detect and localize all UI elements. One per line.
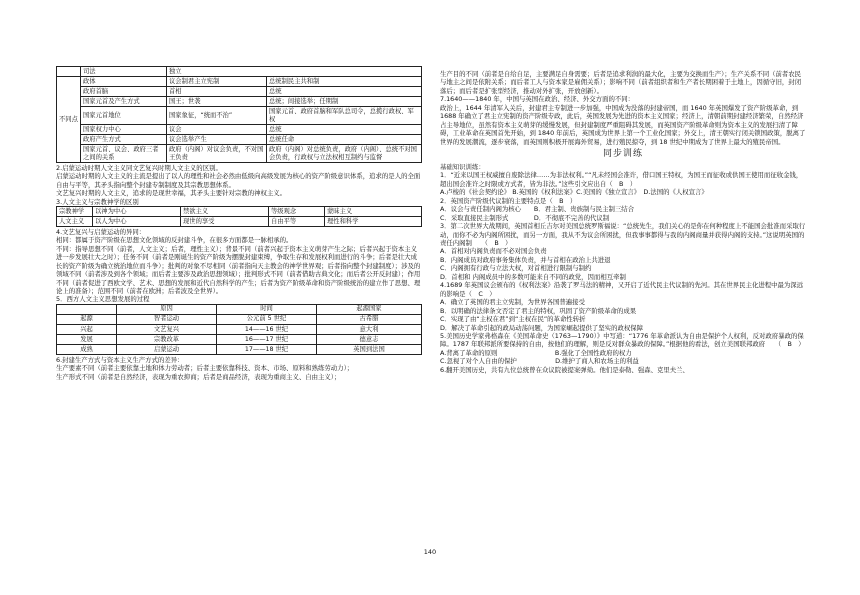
process-cell: 智者运动	[117, 314, 217, 324]
question-3-option-c: C．内阁拥有行政与立法大权，对首相进行限制与制约	[440, 264, 592, 273]
q4-diff: 不同：指导思想不同（前者，人文主义；后者，理性主义）；背景不同（前者兴起于资本主义萌芽产生之际；后者兴起于资本主义进一步发展壮大之时）；任务不同（前者是刚诞生的资产阶级为摆脱封建束缚，争取生存和发展权利而进行的斗争；后者是壮大成长的资产阶级为确立统治地位而斗争）；批判的对象不尽相同（前者指向天主教会的神学世界观；后者指向整个封建制度）；涉及的领域不同（前者涉及到各个领域；而后者主要涉及政治思想领域）；批判形式不同（前者借助古典文化；而后者公开反封建）；作用不同（前者促进了西欧文学、艺术、思想的发展和近代自然科学的产生；后者为资产阶级革命和资产阶级统治的建立作了思想、理论上的准备）；范围不同（前者在欧洲；后者波及全世界）。	[56, 244, 421, 295]
humanism-row	[57, 207, 422, 217]
compare-us-cell: 国家元首、政府首脑和军队总司令，总揽行政权、军权	[267, 107, 422, 125]
process-row	[57, 335, 422, 345]
question-1: 1．“近来以国王权威擅自废除法律……为非法权利。”“凡未经国会准许，借口国王特权，为国王而征收或供国王使用而征收金钱，超出国会准许之时限或方式者，皆为非法。”这些引文应出自（ B ）	[440, 171, 803, 188]
compare-uk-cell: 议会制君主立宪制	[167, 77, 267, 87]
process-cell: 17——18 世纪	[217, 345, 317, 355]
question-4-option-a: A．确立了英国的君主立宪制，为世界各国普遍接受	[440, 298, 585, 307]
process-cell: 启蒙运动	[117, 345, 217, 355]
compare-item-cell: 司法	[81, 67, 167, 77]
compare-uk-cell: 国家象征，“统而不治”	[167, 107, 267, 125]
compare-table	[56, 66, 422, 163]
humanism-cell: 理性和科学	[325, 217, 422, 227]
humanism-cell: 宗教神学	[57, 207, 93, 217]
compare-item-cell: 国家元首、议会、政府三者之间的关系	[81, 145, 167, 163]
question-5: 5.美国历史学家弗格森在《美国革命史（1763—1790）》中写道：“1776 年革命派认为自由是保护个人权利，反对政府暴政的保障。1787 年联邦派所要保持的自由，按他们的理解，则是反对群众暴政的保障。”根据他的看法，创立美国联邦政府 （ B ）	[440, 332, 805, 349]
compare-row	[57, 125, 422, 135]
compare-item-cell: 政府产生方式	[81, 135, 167, 145]
compare-uk-cell: 议会	[167, 125, 267, 135]
compare-row	[57, 87, 422, 97]
process-cell: 起源	[57, 314, 117, 324]
process-cell: 16——17 世纪	[217, 335, 317, 345]
question-4-option-b: B．以明确的法律条文否定了君主的特权，巩固了资产阶级革命的成果	[440, 306, 637, 315]
question-3-option-b: B．内阁成员对政府事务集体负责，并与首相在政治上共进退	[440, 255, 611, 264]
process-cell: 公元前 5 世纪	[217, 314, 317, 324]
q7-body: 政治上，1644 年清军入关后，封建君主专制进一步加强，中国成为没落的封建帝国，而 1640 年英国爆发了资产阶级革命，到 1688 年确立了君主立宪制的资产阶级专政，此后，英国发展为先进的资本主义国家；经济上，清朝前期封建经济繁荣，自然经济占主导地位，虽然有资本主义萌芽的缓慢发展，但封建制度严重阻碍其发展，而英国资产阶级革命则为资本主义的发展扫清了障碍，工业革命在英国首先开始，到 1840 年前后，英国成为世界上第一个工业化国家；外交上，清王朝实行闭关锁国政策，脱离了世界的发展潮流，逐步衰落，而英国则积极开展海外贸易，进行殖民掠夺，到 18 世纪中期成为了世界上最大的殖民帝国。	[440, 103, 806, 146]
q2-title: 2.启蒙运动时期人文主义同文艺复兴时期人文主义的区别。	[56, 163, 222, 172]
compare-item-cell: 国家元首及产生方式	[81, 97, 167, 107]
compare-row	[57, 67, 422, 77]
compare-uk-cell: 首相	[167, 87, 267, 97]
section-title: 同步训练	[602, 149, 643, 160]
process-header-cell	[57, 304, 117, 314]
process-cell: 宗教改革	[117, 335, 217, 345]
humanism-row	[57, 217, 422, 227]
q5-title: 5．西方人文主义思想发展的过程	[56, 295, 150, 304]
process-cell: 英国到法国	[317, 345, 422, 355]
compare-row	[57, 135, 422, 145]
right-column	[440, 70, 806, 374]
compare-uk-cell: 政府（内阁）对议会负责，不对国王负责	[167, 145, 267, 163]
process-cell: 古希腊	[317, 314, 422, 324]
left-column	[56, 66, 422, 381]
q3-title: 3.人文主义与宗教神学的区别	[56, 197, 139, 206]
compare-item-cell: 国家权力中心	[81, 125, 167, 135]
q2-para-2: 文艺复兴时期的人文主义，追求的是现世幸福，其矛头主要针对宗教的神权主义。	[56, 189, 287, 198]
process-cell: 意大利	[317, 325, 422, 335]
humanism-cell: 禁欲主义	[181, 207, 269, 217]
question-4-option-d: D．解决了革命引起的政局动荡问题，为国家崛起提供了坚实的政权保障	[440, 323, 644, 332]
process-header-cell: 起源国家	[317, 304, 422, 314]
compare-item-cell: 政体	[81, 77, 167, 87]
question-3-option-a: A．首相对内阁负责而不必对国会负责	[440, 247, 547, 256]
compare-item-cell: 政府首脑	[81, 87, 167, 97]
process-cell: 发展	[57, 335, 117, 345]
process-cell: 成熟	[57, 345, 117, 355]
process-row	[57, 325, 422, 335]
process-cell: 文艺复兴	[117, 325, 217, 335]
process-cell: 兴起	[57, 325, 117, 335]
q6-continued: 生产目的不同（前者是自给自足，主要满足自身需要；后者是追求利润的最大化，主要为交换而生产）；生产关系不同（前者农民与地主之间是依附关系；而后者工人与资本家是雇佣关系）；影响不同（前者组织者和生产者长期困着于土地上，因循守旧，封闭落后；而后者是扩张型经济，推动对外扩张，开放创新）。	[440, 70, 802, 95]
process-cell: 德意志	[317, 335, 422, 345]
compare-uk-cell: 国王；世袭	[167, 97, 267, 107]
compare-us-cell: 总统任命	[267, 135, 422, 145]
question-3-option-d: D．首相和 内阁成员中的多数可能来自不同的政党，因而相互牵制	[440, 272, 626, 281]
process-table	[56, 304, 422, 355]
compare-us-cell: 总统制民主共和制	[267, 77, 422, 87]
humanism-cell: 人文主义	[57, 217, 93, 227]
q7-title: 7.1640——1840 年，中国与英国在政治、经济、外交方面的不同：	[440, 95, 635, 104]
process-row	[57, 314, 422, 324]
humanism-cell: 现世的享受	[181, 217, 269, 227]
compare-row	[57, 107, 422, 125]
process-header-cell: 时间	[217, 304, 317, 314]
compare-item-cell: 国家元首地位	[81, 107, 167, 125]
compare-us-cell: 总统	[267, 87, 422, 97]
compare-us-cell: 总统	[267, 125, 422, 135]
compare-blank-cell	[57, 67, 81, 77]
question-4-option-c: C．实现了由“主权在君”到“主权在民”的革命性转折	[440, 315, 586, 324]
compare-row	[57, 77, 422, 87]
question-2-option-ab: A．议会与责任制内阁为核心 B．君主制、贵族制与民主制三结合	[440, 205, 635, 214]
compare-us-cell: 总统；间接选举；任期制	[267, 97, 422, 107]
q6-para-2: 生产形式不同（前者是自然经济，表现为重农抑商；后者是商品经济，表现为重商主义、自由主义）；	[56, 372, 341, 381]
process-row	[57, 345, 422, 355]
question-2-option-cd: C．采取直接民主制形式 D．不彻底不完善的代议制	[440, 213, 610, 222]
humanism-table	[56, 206, 422, 227]
q4-same: 相同：都属于资产阶级在思想文化领域的反封建斗争，在很多方面都是一脉相承的。	[56, 236, 293, 245]
question-3: 3．第二次世界大战期间，英国首相丘吉尔对美国总统罗斯福说：“总统先生，我们关心的是你在何种程度上不能国会批准而采取行动，而你不必为内阁所困扰，而另一方面，我从不为议会所困扰，但我事事都得与我的内阁商量并获得内阁的支持。”这说明英国的责任内阁制 （ B ）	[440, 222, 806, 248]
q2-para-1: 启蒙运动时期的人文主义的主流是提出了以人的理性和社会必然由低级向高级发展为核心的资产阶级意识体系，追求的是人的全面自由与平等，其矛头指向整个封建专制制度及其宗教思想体系。	[56, 172, 421, 189]
process-header-cell: 原因	[117, 304, 217, 314]
q4-title: 4.文艺复兴与启蒙运动的异同：	[56, 227, 146, 236]
humanism-cell: 等级观念	[269, 207, 325, 217]
q6-para-1: 生产要素不同（前者主要依靠土地和体力劳动者；后者主要依靠科技、资本、市场、原料和熟练劳动力）；	[56, 364, 354, 373]
page-number: 140	[423, 548, 437, 556]
question-1-options: A.卢梭的《社会契约论》 B.英国的《权利法案》C.美国的《独立宣言》 D.法国的《人权宣言》	[440, 188, 708, 197]
question-2: 2．英国资产阶级代议制的主要特点是（ B ）	[440, 196, 577, 205]
humanism-cell: 自由平等	[269, 217, 325, 227]
compare-group-cell: 不同点	[57, 77, 81, 163]
humanism-cell: 蒙昧主义	[325, 207, 422, 217]
process-cell: 14——16 世纪	[217, 325, 317, 335]
process-header-row	[57, 304, 422, 314]
question-5-option-cd: C.忽视了对个人自由的保护 D.维护了商人和农场主的利益	[440, 357, 639, 366]
basic-title: 基础知识训练：	[440, 162, 485, 171]
humanism-cell: 以人为中心	[93, 217, 181, 227]
question-5-option-ab: A.背离了革命的原则 B.强化了全国性政府的权力	[440, 348, 632, 357]
compare-row	[57, 97, 422, 107]
compare-uk-cell: 议会选举产生	[167, 135, 267, 145]
compare-row	[57, 145, 422, 163]
compare-us-cell: 政府（内阁）对总统负责，政府（内阁）、总统不对国会负责，行政权与立法权相互制约与监督	[267, 145, 422, 163]
compare-uk-cell: 独立	[167, 67, 422, 77]
q6-title: 6.封建生产方式与资本主义生产方式的差异：	[56, 355, 184, 364]
humanism-cell: 以神为中心	[93, 207, 181, 217]
question-6: 6.翻开美国历史，共有九位总统曾在众议院被提案弹劾。他们是泰勒、强森、克里夫兰、	[440, 365, 689, 374]
question-4: 4.1689 年英国议会颁布的《权利法案》沿袭了罗马法的精神，又开启了近代民主代议制的先河。其在世界民主化进程中最为深远的影响是（ C ）	[440, 281, 804, 298]
